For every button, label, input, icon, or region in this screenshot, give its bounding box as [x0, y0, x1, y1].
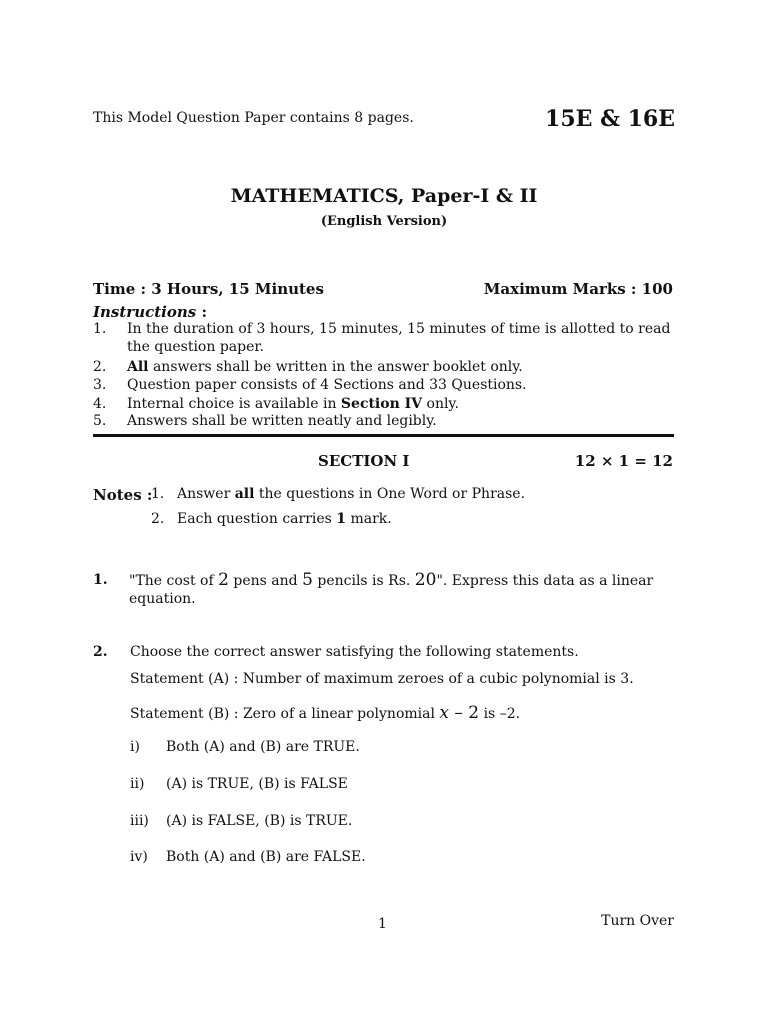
statement-b-expression: – 2: [449, 703, 480, 723]
note-num-2: 2.: [151, 511, 165, 527]
q1-text-3: pencils is Rs.: [312, 573, 415, 589]
instruction-4-pre: Internal choice is available in: [127, 396, 341, 412]
statement-b-pre: Statement (B) : Zero of a linear polynomial: [130, 706, 440, 722]
option-label-iii: iii): [130, 813, 149, 829]
question-1-number: 1.: [93, 572, 108, 588]
instruction-2-bold: All: [127, 359, 149, 375]
option-iii: (A) is FALSE, (B) is TRUE.: [166, 813, 353, 829]
option-label-i: i): [130, 739, 140, 755]
question-2-number: 2.: [93, 644, 108, 660]
paper-code: 15E & 16E: [545, 106, 675, 132]
instruction-1-line1: In the duration of 3 hours, 15 minutes, 15 minutes of time is allotted to read: [127, 321, 671, 337]
instruction-num-4: 4.: [93, 396, 107, 412]
instruction-3: Question paper consists of 4 Sections and 33 Questions.: [127, 377, 527, 393]
option-iv: Both (A) and (B) are FALSE.: [166, 849, 366, 865]
note-2: [177, 511, 392, 527]
instruction-4: [127, 396, 459, 412]
statement-a: Statement (A) : Number of maximum zeroes of a cubic polynomial is 3.: [130, 671, 634, 687]
q1-num-1: 2: [218, 570, 229, 590]
instruction-num-5: 5.: [93, 413, 107, 429]
q1-text-1: "The cost of: [129, 573, 219, 589]
section-divider: [93, 434, 674, 437]
page-number: 1: [378, 916, 387, 932]
instructions-heading: [93, 303, 207, 321]
max-marks: Maximum Marks : 100: [483, 280, 673, 298]
q1-num-3: 20: [414, 570, 437, 590]
option-i: Both (A) and (B) are TRUE.: [166, 739, 360, 755]
time-info: Time : 3 Hours, 15 Minutes: [93, 280, 324, 298]
instruction-1-line2: the question paper.: [127, 339, 264, 355]
statement-b-post: is –2.: [479, 706, 521, 722]
note-num-1: 1.: [151, 486, 165, 502]
option-label-iv: iv): [130, 849, 148, 865]
note-2-pre: Each question carries: [177, 511, 337, 527]
instruction-num-3: 3.: [93, 377, 107, 393]
instruction-4-bold: Section IV: [340, 396, 423, 412]
note-1: [177, 486, 525, 502]
option-label-ii: ii): [130, 776, 145, 792]
question-2-prompt: Choose the correct answer satisfying the following statements.: [130, 644, 579, 660]
q1-text-4: ". Express this data as a linear: [436, 573, 654, 589]
pages-note: This Model Question Paper contains 8 pages.: [93, 110, 414, 126]
instruction-5: Answers shall be written neatly and legibly.: [127, 413, 437, 429]
instruction-num-1: 1.: [93, 321, 107, 337]
instruction-num-2: 2.: [93, 359, 107, 375]
note-2-bold: 1: [336, 511, 347, 527]
q1-num-2: 5: [302, 570, 313, 590]
instruction-2: [127, 359, 523, 375]
notes-label: Notes :: [93, 486, 153, 504]
section-marks: 12 × 1 = 12: [574, 452, 673, 470]
instructions-colon: :: [196, 303, 207, 321]
statement-b: [130, 703, 520, 723]
note-1-post: the questions in One Word or Phrase.: [254, 486, 526, 502]
instructions-label: Instructions: [93, 303, 197, 321]
q1-text-2: pens and: [228, 573, 303, 589]
option-ii: (A) is TRUE, (B) is FALSE: [166, 776, 348, 792]
question-1-line1: [129, 570, 653, 590]
note-2-post: mark.: [346, 511, 392, 527]
instruction-2-rest: answers shall be written in the answer booklet only.: [148, 359, 523, 375]
page-title: MATHEMATICS, Paper-I & II: [230, 185, 538, 207]
page-subtitle: (English Version): [320, 214, 448, 229]
instruction-4-post: only.: [422, 396, 459, 412]
turn-over: Turn Over: [601, 913, 674, 929]
note-1-bold: all: [234, 486, 255, 502]
statement-b-variable: x: [439, 703, 449, 723]
section-title: SECTION I: [318, 452, 410, 470]
question-1-line2: equation.: [129, 591, 196, 607]
note-1-pre: Answer: [177, 486, 235, 502]
